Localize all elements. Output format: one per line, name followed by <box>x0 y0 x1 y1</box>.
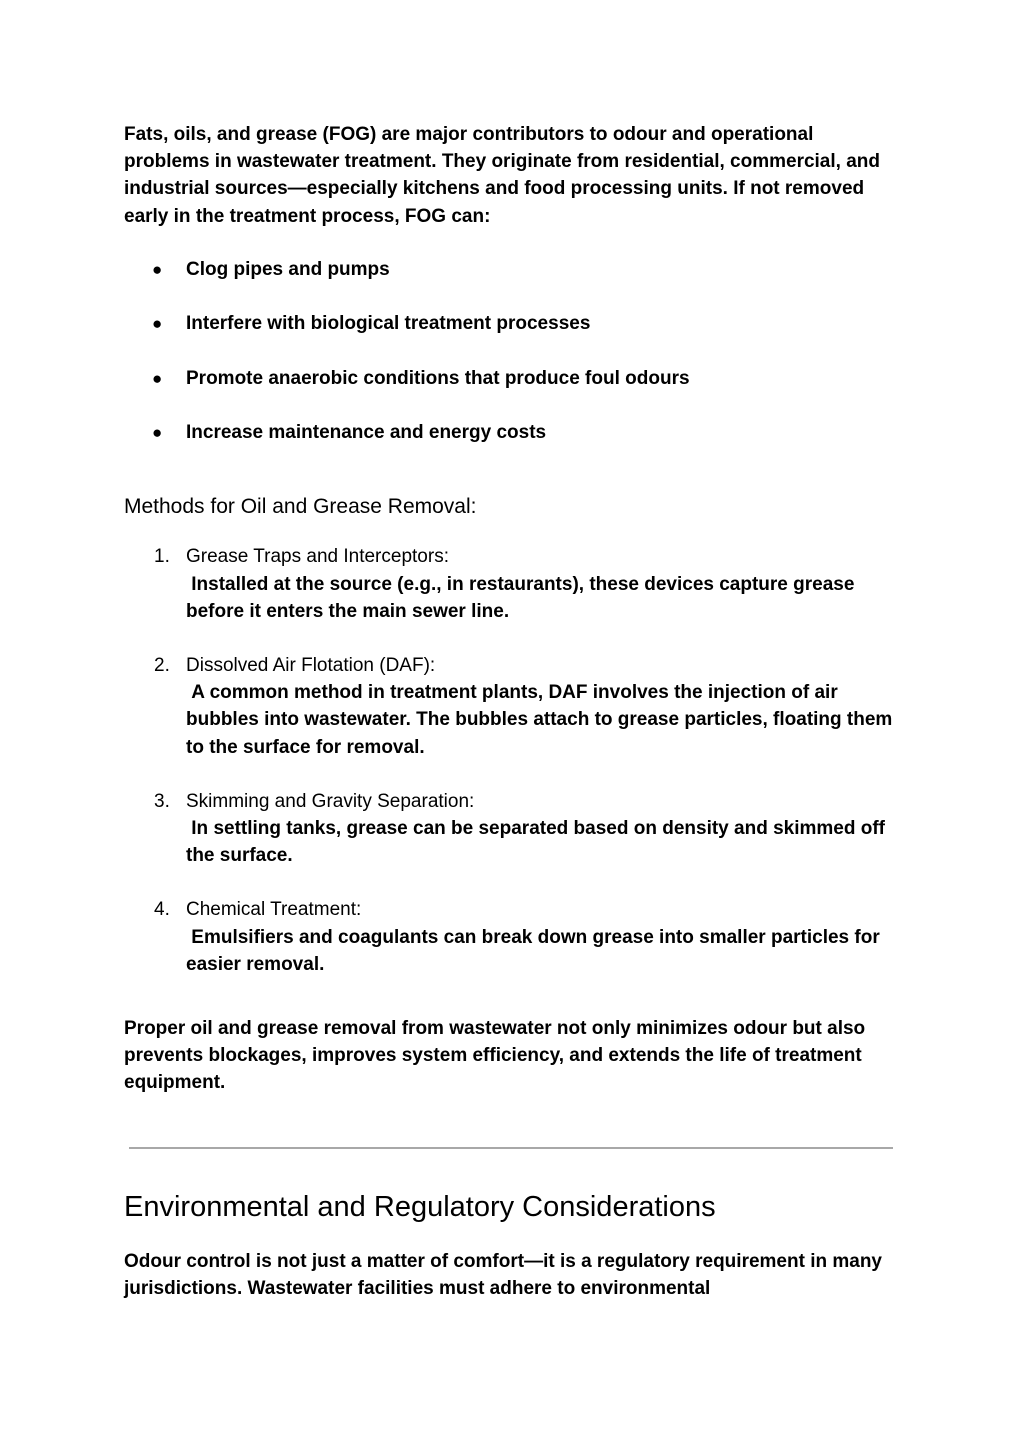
list-item-text: Increase maintenance and energy costs <box>186 422 547 444</box>
method-description: A common method in treatment plants, DAF involves the injection of air bubbles into wastewater. The bubbles attach to grease particles, floating them to the surface for removal. <box>186 682 893 758</box>
method-item <box>124 652 900 761</box>
list-item <box>124 419 900 446</box>
method-description: Emulsifiers and coagulants can break down grease into smaller particles for easier removal. <box>186 926 880 975</box>
intro-paragraph: Fats, oils, and grease (FOG) are major contributors to odour and operational problems in wastewater treatment. They originate from residential, commercial, and industrial sources—especially kitchens and food processing units. If not removed early in the treatment process, FOG can: <box>124 124 880 227</box>
list-item <box>124 310 900 337</box>
document-content <box>124 121 900 1097</box>
list-item <box>124 256 900 283</box>
method-number: 4. <box>154 899 170 921</box>
methods-list <box>124 543 900 978</box>
method-description: In settling tanks, grease can be separated based on density and skimmed off the surface. <box>186 817 885 867</box>
fog-problems-list <box>124 256 900 447</box>
bullet-icon: ● <box>152 423 163 443</box>
method-title: Grease Traps and Interceptors: <box>186 546 449 568</box>
method-title: Skimming and Gravity Separation: <box>186 790 475 812</box>
bullet-icon: ● <box>152 368 163 388</box>
bullet-icon: ● <box>152 314 163 334</box>
method-number: 2. <box>154 654 170 676</box>
method-title: Chemical Treatment: <box>186 899 362 921</box>
bullet-icon: ● <box>152 259 163 279</box>
method-item <box>124 788 900 870</box>
method-title: Dissolved Air Flotation (DAF): <box>186 654 436 676</box>
list-item-text: Clog pipes and pumps <box>186 258 390 280</box>
list-item <box>124 365 900 392</box>
method-item <box>124 896 900 978</box>
closing-paragraph: Proper oil and grease removal from wastewater not only minimizes odour but also prevents blockages, improves system efficiency, and extends the life of treatment equipment. <box>124 1017 866 1094</box>
method-number: 3. <box>154 790 170 812</box>
method-number: 1. <box>154 546 170 568</box>
section-body-paragraph: Odour control is not just a matter of comfort—it is a regulatory requirement in many jurisdictions. Wastewater facilities must adhere to environmental <box>124 1251 882 1300</box>
methods-heading: Methods for Oil and Grease Removal: <box>124 495 477 519</box>
horizontal-divider <box>129 1147 893 1149</box>
list-item-text: Promote anaerobic conditions that produce foul odours <box>186 367 690 389</box>
method-description: Installed at the source (e.g., in restaurants), these devices capture grease before it enters the main sewer line. <box>186 573 855 622</box>
list-item-text: Interfere with biological treatment processes <box>186 313 591 335</box>
method-item <box>124 543 900 625</box>
section-heading: Environmental and Regulatory Considerations <box>124 1191 716 1223</box>
